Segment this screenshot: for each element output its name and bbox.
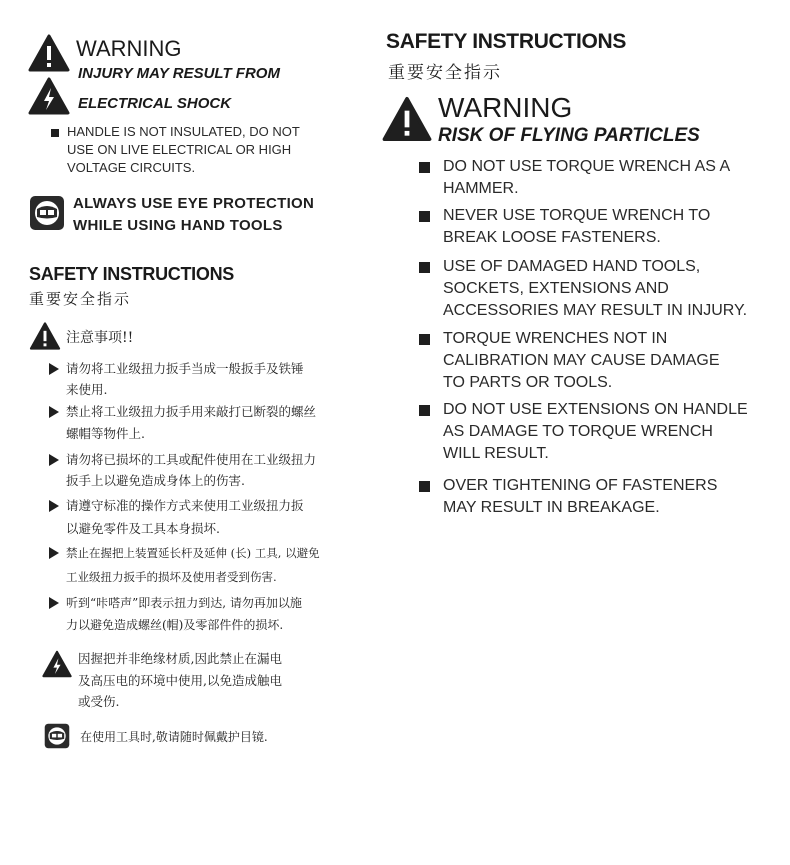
bullet-square (419, 481, 430, 492)
warning-heading-right: WARNING (438, 92, 573, 123)
flying-particles-text: RISK OF FLYING PARTICLES (438, 125, 700, 146)
cn-item-3-line-2: 扳手上以避免造成身体上的伤害. (66, 473, 245, 488)
arrow-bullet-icon (49, 454, 59, 466)
electrical-shock-text: ELECTRICAL SHOCK (78, 95, 232, 112)
cn-item-6-line-2: 力以避免造成螺丝(帽)及零部件件的损坏. (66, 618, 284, 632)
right-item-3 (443, 256, 747, 322)
electrical-shock-icon (42, 650, 72, 678)
safety-instructions-title: SAFETY INSTRUCTIONS (29, 264, 234, 284)
safety-instructions-cn: 重要安全指示 (29, 290, 132, 308)
handle-warning-text (67, 123, 300, 177)
eye-cn-text: 在使用工具时,敬请随时佩戴护目镜. (80, 730, 268, 744)
right-item-4 (443, 328, 720, 394)
cn-item-6-line-1: 听到“咔嗒声”即表示扭力到达, 请勿再加以施 (66, 596, 302, 610)
right-item-6-line-1: OVER TIGHTENING OF FASTENERS (443, 477, 718, 494)
right-item-6-line-2: MAY RESULT IN BREAKAGE. (443, 499, 660, 516)
right-item-6 (443, 475, 717, 519)
right-item-5 (443, 399, 748, 465)
arrow-bullet-icon (49, 406, 59, 418)
right-item-3-line-2: SOCKETS, EXTENSIONS AND (443, 280, 669, 297)
right-item-4-line-1: TORQUE WRENCHES NOT IN (443, 330, 668, 347)
warning-triangle-icon (29, 322, 61, 350)
warning-triangle-icon (28, 34, 70, 72)
notice-cn: 注意事项!! (66, 330, 134, 346)
right-item-4-line-2: CALIBRATION MAY CAUSE DAMAGE (443, 352, 720, 369)
bullet-square (51, 129, 59, 137)
eye-protection-text (73, 193, 314, 237)
right-item-5-line-2: AS DAMAGE TO TORQUE WRENCH (443, 423, 713, 440)
cn-item-4-line-2: 以避免零件及工具本身损坏. (66, 521, 220, 536)
shock-cn-line-1: 因握把并非绝缘材质,因此禁止在漏电 (78, 651, 282, 666)
bullet-square (419, 211, 430, 222)
cn-item-4-line-1: 请遵守标准的操作方式来使用工业级扭力扳 (66, 498, 304, 513)
cn-item-3-line-1: 请勿将已损坏的工具或配件使用在工业级扭力 (66, 452, 317, 467)
bullet-square (419, 162, 430, 173)
right-item-2-line-1: NEVER USE TORQUE WRENCH TO (443, 207, 711, 224)
shock-cn-line-3: 或受伤. (78, 694, 120, 709)
arrow-bullet-icon (49, 597, 59, 609)
bullet-square (419, 405, 430, 416)
warning-triangle-icon (382, 96, 432, 142)
handle-line-1: HANDLE IS NOT INSULATED, DO NOT (67, 124, 300, 139)
safety-instructions-cn-right: 重要安全指示 (388, 63, 502, 83)
eye-line-1: ALWAYS USE EYE PROTECTION (73, 195, 315, 212)
electrical-shock-icon (28, 77, 70, 115)
handle-line-2: USE ON LIVE ELECTRICAL OR HIGH (67, 142, 292, 157)
cn-item-2-line-2: 螺帽等物件上. (66, 426, 145, 441)
arrow-bullet-icon (49, 547, 59, 559)
arrow-bullet-icon (49, 363, 59, 375)
arrow-bullet-icon (49, 500, 59, 512)
right-item-1 (443, 156, 730, 200)
safety-instructions-title-right: SAFETY INSTRUCTIONS (386, 30, 627, 53)
cn-item-5-line-2: 工业级扭力扳手的损坏及使用者受到伤害. (66, 570, 277, 584)
cn-item-1-line-1: 请勿将工业级扭力扳手当成一般扳手及铁锤 (66, 361, 304, 376)
shock-cn-line-2: 及高压电的环境中使用,以免造成触电 (78, 673, 282, 688)
right-item-1-line-1: DO NOT USE TORQUE WRENCH AS A (443, 158, 731, 175)
right-item-3-line-3: ACCESSORIES MAY RESULT IN INJURY. (443, 302, 748, 319)
cn-item-2-line-1: 禁止将工业级扭力扳手用来敲打已断裂的螺丝 (66, 404, 317, 419)
bullet-square (419, 334, 430, 345)
right-item-5-line-3: WILL RESULT. (443, 445, 549, 462)
cn-item-5-line-1: 禁止在握把上装置延长杆及延伸 (长) 工具, 以避免 (66, 546, 320, 560)
warning-heading: WARNING (76, 36, 182, 61)
eye-protection-icon (44, 723, 70, 749)
right-item-5-line-1: DO NOT USE EXTENSIONS ON HANDLE (443, 401, 748, 418)
right-item-2 (443, 205, 710, 249)
right-item-4-line-3: TO PARTS OR TOOLS. (443, 374, 613, 391)
cn-item-1-line-2: 来使用. (66, 382, 108, 397)
eye-line-2: WHILE USING HAND TOOLS (73, 217, 283, 234)
handle-line-3: VOLTAGE CIRCUITS. (67, 160, 196, 175)
right-item-3-line-1: USE OF DAMAGED HAND TOOLS, (443, 258, 701, 275)
eye-protection-icon (29, 195, 65, 231)
bullet-square (419, 262, 430, 273)
injury-text: INJURY MAY RESULT FROM (78, 65, 280, 82)
right-item-1-line-2: HAMMER. (443, 180, 519, 197)
right-item-2-line-2: BREAK LOOSE FASTENERS. (443, 229, 661, 246)
